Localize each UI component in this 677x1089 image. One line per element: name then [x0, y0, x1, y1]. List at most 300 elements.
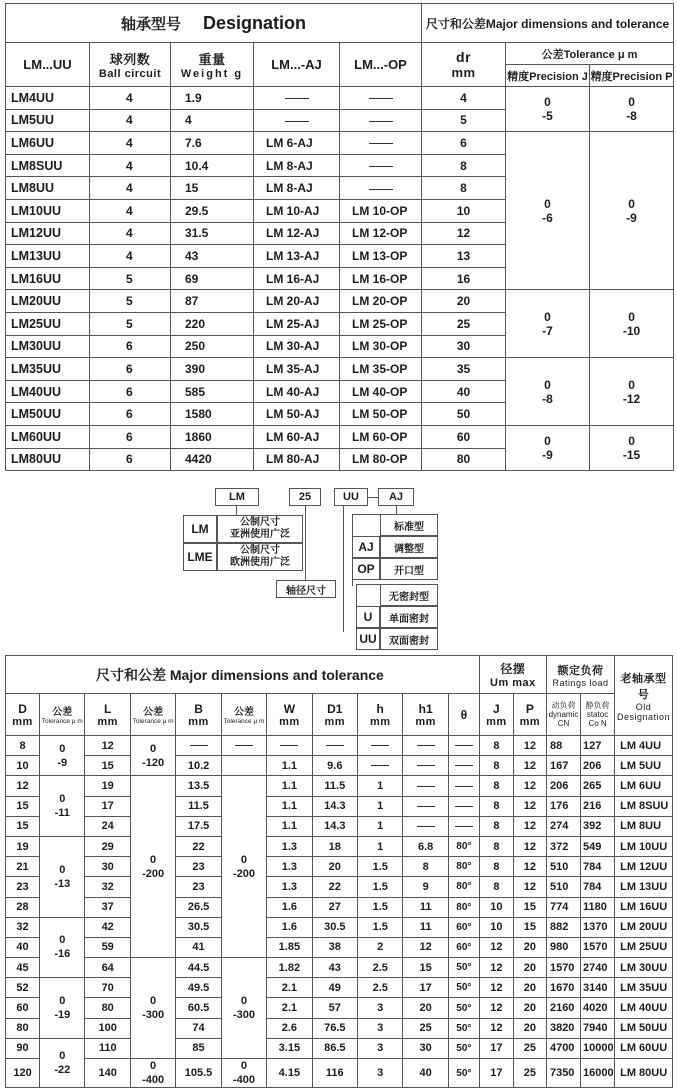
dynamic-load-cell: 510: [546, 857, 580, 877]
tolerance-value: 0: [59, 995, 66, 1008]
d1-cell: 38: [312, 937, 357, 957]
dynamic-load-cell: 774: [546, 897, 580, 917]
old-designation-cell: LM 35UU: [615, 978, 673, 998]
static-load-cell: 10000: [581, 1038, 615, 1058]
op-cell: [340, 177, 422, 200]
dynamic-load-cell: 206: [546, 776, 580, 796]
d1-cell: 43: [312, 958, 357, 978]
l-cell: 19: [85, 776, 130, 796]
tol-d-cell: [40, 978, 85, 1039]
d1-cell: 9.6: [312, 756, 357, 776]
l-cell: 24: [85, 816, 130, 836]
old-designation-cell: LM 40UU: [615, 998, 673, 1018]
b-cell: 17.5: [176, 816, 221, 836]
model-cell: LM35UU: [6, 358, 90, 381]
dr-cell: 13: [422, 245, 506, 268]
d-cell: 120: [6, 1059, 40, 1088]
tolerance-value: 0: [628, 95, 635, 110]
header-b-unit: mm: [188, 715, 209, 728]
tolerance-value: 0: [544, 196, 551, 211]
p-cell: 20: [513, 958, 546, 978]
d1-cell: [312, 736, 357, 756]
header-sta-line: statoc: [586, 710, 609, 719]
ball-cell: 4: [90, 245, 171, 268]
dimension-row: [6, 917, 673, 937]
tolerance-value: -7: [542, 323, 553, 338]
b-cell: 23: [176, 857, 221, 877]
tol-b-cell: [221, 776, 266, 958]
model-cell: LM10UU: [6, 199, 90, 222]
op-cell: LM 40-OP: [340, 380, 422, 403]
p-cell: 12: [513, 857, 546, 877]
theta-cell: 80°: [448, 897, 479, 917]
static-load-cell: 1370: [581, 917, 615, 937]
tolerance-value: 0: [59, 863, 66, 876]
dynamic-load-cell: 1670: [546, 978, 580, 998]
dash-icon: [417, 745, 435, 746]
old-designation-cell: LM 8UU: [615, 816, 673, 836]
l-cell: 32: [85, 877, 130, 897]
header-d-label: D: [18, 701, 27, 716]
dash-icon: [190, 745, 208, 746]
l-cell: 100: [85, 1018, 130, 1038]
h-cell: 1.5: [358, 857, 403, 877]
p-cell: 15: [513, 917, 546, 937]
d1-cell: 27: [312, 897, 357, 917]
tol-b-cell: [221, 958, 266, 1059]
theta-cell: 50°: [448, 1059, 479, 1088]
old-designation-cell: LM 60UU: [615, 1038, 673, 1058]
j-cell: 8: [479, 756, 513, 776]
old-designation-cell: LM 20UU: [615, 917, 673, 937]
uu-code-box: UU: [356, 628, 380, 650]
tolerance-value: -12: [622, 391, 641, 406]
static-load-cell: 392: [581, 816, 615, 836]
tolerance-value: 0: [628, 196, 635, 211]
header-b: [176, 694, 221, 736]
h-cell: 2: [358, 937, 403, 957]
header-tol-l-label: 公差: [143, 707, 164, 718]
dr-cell: 10: [422, 199, 506, 222]
dimension-row: [6, 1038, 673, 1058]
d-cell: 21: [6, 857, 40, 877]
dr-unit: mm: [451, 65, 476, 80]
header-tol-l: [130, 694, 175, 736]
weight-cell: 29.5: [171, 199, 254, 222]
rating-en: Ratings load: [552, 677, 609, 688]
type-standard: 标准型: [380, 514, 438, 536]
dynamic-load-cell: 176: [546, 796, 580, 816]
aj-cell: LM 12-AJ: [254, 222, 340, 245]
h1-cell: 12: [403, 937, 448, 957]
tolerance-value: 0: [628, 309, 635, 324]
col-op: LM...-OP: [340, 43, 422, 87]
dash-icon: [455, 745, 473, 746]
tolerance-value: -8: [542, 391, 553, 406]
seal-single: 单面密封: [380, 606, 438, 628]
designation-row: [6, 358, 674, 381]
l-cell: 80: [85, 998, 130, 1018]
header-p-unit: mm: [519, 715, 541, 728]
old-designation-cell: LM 25UU: [615, 937, 673, 957]
header-dyn: [546, 694, 580, 736]
lm-desc-1: 公制尺寸: [240, 517, 280, 528]
dash-icon: [417, 826, 435, 827]
j-cell: 12: [479, 998, 513, 1018]
j-cell: 10: [479, 897, 513, 917]
theta-cell: 80°: [448, 836, 479, 856]
model-cell: LM60UU: [6, 425, 90, 448]
d1-cell: 14.3: [312, 816, 357, 836]
dimension-row: [6, 756, 673, 776]
model-cell: LM16UU: [6, 267, 90, 290]
lm-desc-box: [217, 515, 303, 543]
weight-en: Weight g: [180, 68, 244, 80]
ball-cell: 4: [90, 177, 171, 200]
precision-p-header: 精度Precision P: [590, 65, 674, 87]
dash-icon: [369, 166, 393, 167]
d1-cell: 76.5: [312, 1018, 357, 1038]
h1-cell: 8: [403, 857, 448, 877]
dimension-row: [6, 816, 673, 836]
dimension-row: [6, 877, 673, 897]
old-designation-cell: LM 8SUU: [615, 796, 673, 816]
dash-icon: [371, 765, 389, 766]
h-cell: 1: [358, 816, 403, 836]
u-code-box: U: [356, 606, 380, 628]
tolerance-value: 0: [150, 1060, 157, 1072]
model-cell: LM25UU: [6, 312, 90, 335]
tolerance-value: 0: [544, 309, 551, 324]
dr-cell: 25: [422, 312, 506, 335]
d-cell: 10: [6, 756, 40, 776]
col-aj: LM...-AJ: [254, 43, 340, 87]
tolerance-value: -400: [142, 1074, 165, 1086]
designation-table: [5, 3, 674, 471]
tolerance-value: -8: [626, 109, 637, 124]
theta-cell: 60°: [448, 917, 479, 937]
b-cell: 105.5: [176, 1059, 221, 1088]
static-load-cell: 1570: [581, 937, 615, 957]
d-cell: 60: [6, 998, 40, 1018]
dimension-row: [6, 998, 673, 1018]
h-cell: [358, 736, 403, 756]
tolerance-value: -400: [232, 1074, 255, 1086]
header-h-label: h: [376, 701, 384, 716]
dimension-row: [6, 796, 673, 816]
model-cell: LM40UU: [6, 380, 90, 403]
h1-cell: [403, 776, 448, 796]
weight-cell: 585: [171, 380, 254, 403]
h1-cell: 20: [403, 998, 448, 1018]
model-cell: LM8SUU: [6, 154, 90, 177]
tolerance-header: 公差Tolerance μ m: [506, 43, 674, 65]
w-cell: 2.1: [267, 978, 312, 998]
dr-cell: 4: [422, 87, 506, 110]
designation-title: [6, 4, 422, 43]
b-cell: 22: [176, 836, 221, 856]
bottom-title: [6, 656, 480, 694]
p-cell: 20: [513, 978, 546, 998]
precision-j-header: 精度Precision J: [506, 65, 590, 87]
d-cell: 15: [6, 816, 40, 836]
tolerance-value: 0: [544, 434, 551, 448]
d1-cell: 14.3: [312, 796, 357, 816]
l-cell: 59: [85, 937, 130, 957]
static-load-cell: 784: [581, 877, 615, 897]
header-tol-b: [221, 694, 266, 736]
tolerance-value: -10: [622, 323, 641, 338]
ball-cell: 4: [90, 132, 171, 155]
old-designation-cell: LM 12UU: [615, 857, 673, 877]
col-dr: [422, 43, 506, 87]
ball-dia-header: [479, 656, 546, 694]
tolerance-value: 0: [628, 377, 635, 392]
lm-desc-2: 亚洲使用广泛: [230, 529, 290, 540]
aj-cell: [254, 109, 340, 132]
aj-cell: LM 35-AJ: [254, 358, 340, 381]
ball-dia-cn: 径摆: [500, 662, 526, 676]
w-cell: 3.15: [267, 1038, 312, 1058]
header-tol-b-label: 公差: [233, 707, 254, 718]
dash-icon: [285, 98, 309, 99]
ball-cell: 6: [90, 425, 171, 448]
tolerance-value: -9: [542, 448, 553, 462]
theta-cell: [448, 756, 479, 776]
tol-d-cell: [40, 917, 85, 978]
header-tol-d-label: 公差: [52, 707, 73, 718]
tolerance-j-cell: [506, 425, 590, 470]
static-load-cell: 265: [581, 776, 615, 796]
header-l-unit: mm: [97, 715, 118, 728]
bottom-title-cn: 尺寸和公差: [96, 666, 166, 683]
tolerance-value: -120: [142, 756, 165, 769]
weight-cell: 15: [171, 177, 254, 200]
aj-cell: LM 50-AJ: [254, 403, 340, 426]
b-cell: 74: [176, 1018, 221, 1038]
tol-d-cell: [40, 776, 85, 837]
j-cell: 8: [479, 816, 513, 836]
model-cell: LM20UU: [6, 290, 90, 313]
b-cell: 60.5: [176, 998, 221, 1018]
w-cell: 1.1: [267, 796, 312, 816]
h1-cell: [403, 816, 448, 836]
dr-cell: 50: [422, 403, 506, 426]
tolerance-value: 0: [240, 853, 248, 866]
op-cell: LM 25-OP: [340, 312, 422, 335]
p-cell: 20: [513, 998, 546, 1018]
old-en: Old Designation: [617, 701, 671, 722]
aj-cell: LM 80-AJ: [254, 448, 340, 471]
dash-icon: [235, 745, 253, 746]
header-sta-line: 静负荷: [585, 701, 610, 710]
dash-icon: [455, 786, 473, 787]
col-weight: [171, 43, 254, 87]
h-cell: 3: [358, 1038, 403, 1058]
tolerance-value: 0: [150, 853, 157, 866]
dash-icon: [417, 786, 435, 787]
model-cell: LM4UU: [6, 87, 90, 110]
p-cell: 20: [513, 937, 546, 957]
designation-title-cn: 轴承型号: [120, 15, 181, 33]
w-cell: 1.1: [267, 776, 312, 796]
dr-label: dr: [456, 49, 472, 65]
dash-icon: [417, 806, 435, 807]
shaft-size-box: 轴径尺寸: [276, 580, 336, 598]
header-h1: [403, 694, 448, 736]
d-cell: 12: [6, 776, 40, 796]
l-cell: 12: [85, 736, 130, 756]
j-cell: 12: [479, 1018, 513, 1038]
weight-cell: 43: [171, 245, 254, 268]
j-cell: 17: [479, 1038, 513, 1058]
d-cell: 15: [6, 796, 40, 816]
tol-b-cell: [221, 756, 266, 776]
tolerance-j-cell: [506, 358, 590, 426]
d1-cell: 18: [312, 836, 357, 856]
header-h: [358, 694, 403, 736]
p-cell: 15: [513, 897, 546, 917]
aj-cell: [254, 87, 340, 110]
ball-circuit-en: Ball circuit: [98, 68, 162, 80]
dynamic-load-cell: 3820: [546, 1018, 580, 1038]
tol-d-cell: [40, 836, 85, 917]
b-cell: 10.2: [176, 756, 221, 776]
seal-none: 无密封型: [380, 584, 438, 606]
h-cell: 1.5: [358, 917, 403, 937]
w-cell: 1.3: [267, 857, 312, 877]
tol-d-cell: [40, 1038, 85, 1087]
d1-cell: 86.5: [312, 1038, 357, 1058]
tol-l-cell: [130, 958, 175, 1059]
static-load-cell: 3140: [581, 978, 615, 998]
tolerance-j-cell: [506, 87, 590, 132]
header-tol-b-unit: Tolerance μ m: [223, 718, 265, 725]
dr-cell: 8: [422, 177, 506, 200]
tolerance-value: 0: [628, 434, 635, 448]
aj-cell: LM 6-AJ: [254, 132, 340, 155]
model-cell: LM50UU: [6, 403, 90, 426]
theta-cell: 50°: [448, 978, 479, 998]
header-w: [267, 694, 312, 736]
dimension-row: [6, 736, 673, 756]
static-load-cell: 127: [581, 736, 615, 756]
dimension-row: [6, 958, 673, 978]
op-cell: LM 30-OP: [340, 335, 422, 358]
d-cell: 28: [6, 897, 40, 917]
h1-cell: 9: [403, 877, 448, 897]
weight-cell: 1860: [171, 425, 254, 448]
code-uu: UU: [334, 488, 368, 506]
header-dyn-line: CN: [557, 719, 570, 728]
h-cell: 3: [358, 1059, 403, 1088]
ball-dia-en: Um max: [490, 677, 536, 689]
header-tol-d-unit: Tolerance μ m: [41, 718, 83, 725]
dr-cell: 60: [422, 425, 506, 448]
b-cell: 44.5: [176, 958, 221, 978]
tolerance-value: -5: [542, 109, 553, 124]
tolerance-value: -200: [232, 867, 255, 880]
tolerance-value: 0: [240, 995, 248, 1008]
tol-l-cell: [130, 1059, 175, 1088]
static-load-cell: 784: [581, 857, 615, 877]
lme-desc-box: [217, 543, 303, 571]
h-cell: 3: [358, 1018, 403, 1038]
h1-cell: 15: [403, 958, 448, 978]
old-designation-cell: LM 5UU: [615, 756, 673, 776]
tolerance-value: 0: [59, 934, 66, 947]
weight-cell: 69: [171, 267, 254, 290]
header-tol-l-unit: Tolerance μ m: [132, 718, 174, 725]
dash-icon: [455, 765, 473, 766]
tolerance-p-cell: [590, 425, 674, 470]
op-cell: [340, 87, 422, 110]
d-cell: 40: [6, 937, 40, 957]
header-b-label: B: [194, 701, 203, 716]
b-cell: 23: [176, 877, 221, 897]
dr-cell: 35: [422, 358, 506, 381]
op-cell: [340, 154, 422, 177]
theta-cell: [448, 736, 479, 756]
header-theta: [448, 694, 479, 736]
static-load-cell: 2740: [581, 958, 615, 978]
theta-cell: 50°: [448, 958, 479, 978]
type-adjustable: 调整型: [380, 536, 438, 558]
model-cell: LM80UU: [6, 448, 90, 471]
dash-icon: [371, 745, 389, 746]
l-cell: 110: [85, 1038, 130, 1058]
tolerance-j-cell: [506, 290, 590, 358]
dimension-row: [6, 857, 673, 877]
h-cell: 2.5: [358, 958, 403, 978]
tolerance-value: -300: [232, 1009, 255, 1022]
op-cell: LM 35-OP: [340, 358, 422, 381]
aj-cell: LM 8-AJ: [254, 177, 340, 200]
w-cell: 1.3: [267, 877, 312, 897]
j-cell: 12: [479, 958, 513, 978]
model-cell: LM13UU: [6, 245, 90, 268]
tolerance-value: 0: [240, 1060, 248, 1072]
l-cell: 42: [85, 917, 130, 937]
aj-cell: LM 10-AJ: [254, 199, 340, 222]
d-cell: 32: [6, 917, 40, 937]
dimension-row: [6, 1018, 673, 1038]
dynamic-load-cell: 167: [546, 756, 580, 776]
header-p-label: P: [525, 701, 534, 716]
dash-icon: [285, 121, 309, 122]
tolerance-value: -15: [622, 448, 641, 462]
dr-cell: 30: [422, 335, 506, 358]
l-cell: 17: [85, 796, 130, 816]
h-cell: 1.5: [358, 897, 403, 917]
type-open: 开口型: [380, 558, 438, 580]
tolerance-value: -9: [626, 210, 637, 225]
old-designation-cell: LM 50UU: [615, 1018, 673, 1038]
dr-cell: 20: [422, 290, 506, 313]
j-cell: 8: [479, 796, 513, 816]
dimensions-title: 尺寸和公差Major dimensions and tolerance: [422, 4, 674, 43]
ball-cell: 5: [90, 290, 171, 313]
aj-cell: LM 13-AJ: [254, 245, 340, 268]
old-designation-cell: LM 16UU: [615, 897, 673, 917]
old-designation-cell: LM 30UU: [615, 958, 673, 978]
header-d1-label: D1: [327, 701, 343, 716]
h1-cell: 11: [403, 917, 448, 937]
designation-diagram: [0, 480, 677, 650]
h1-cell: [403, 736, 448, 756]
designation-row: [6, 290, 674, 313]
header-l-label: L: [104, 701, 112, 716]
